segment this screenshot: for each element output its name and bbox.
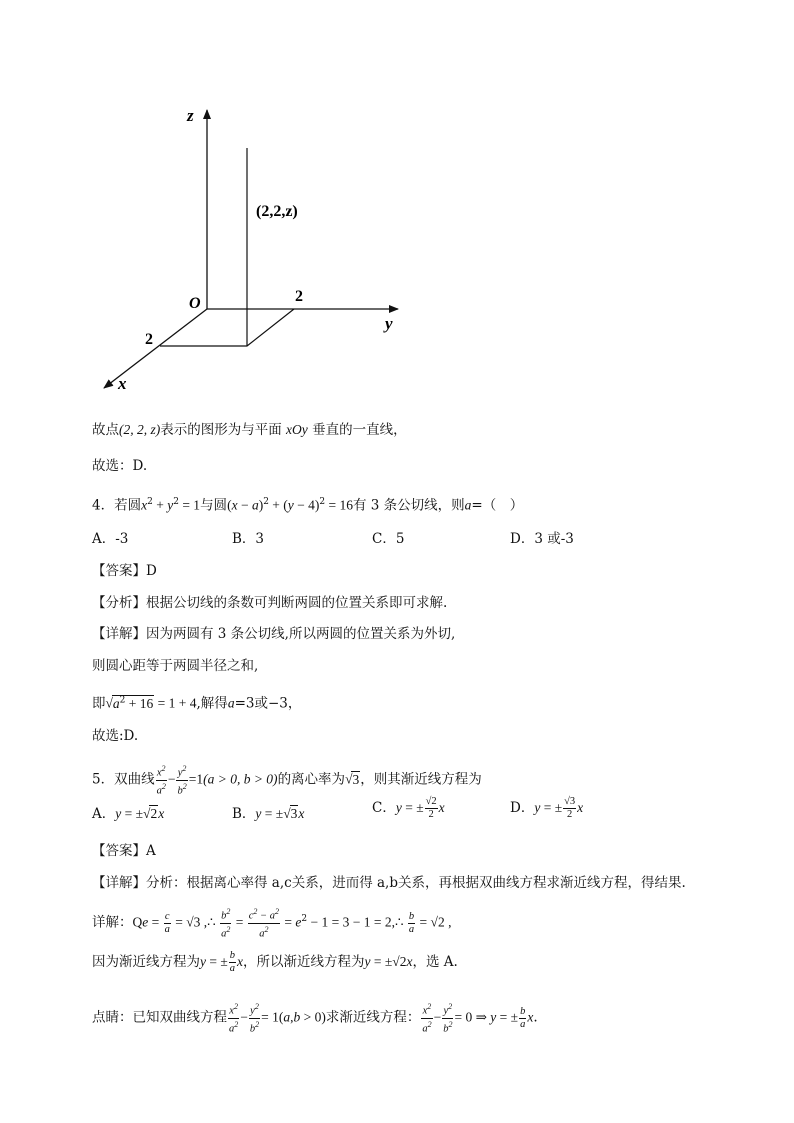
q4-detail-line3: 即$√a^2 + 16 = 1 + 4$,解得a=3或−3， — [92, 695, 302, 712]
q5-option-d[interactable]: D．y = ± $\frac{√3}{2}$ x — [510, 796, 584, 820]
z-label: z — [187, 106, 194, 125]
x-label: x — [118, 374, 127, 393]
q4-option-a[interactable]: A．-3 — [92, 531, 129, 547]
q4-analysis: 【分析】根据公切线的条数可判断两圆的位置关系即可求解. — [92, 595, 448, 611]
point-label: (2,2,z) — [256, 203, 298, 220]
y-label: y — [385, 314, 393, 333]
q4-answer: 【答案】D — [92, 563, 157, 579]
origin-label: O — [189, 295, 201, 312]
q5-answer: 【答案】A — [92, 843, 156, 859]
q5-option-a[interactable]: A．y = ±√2x — [92, 806, 165, 822]
q4-option-d[interactable]: D．3 或-3 — [510, 531, 574, 547]
q4-detail: 【详解】因为两圆有 3 条公切线,所以两圆的位置关系为外切, — [92, 626, 456, 642]
projection-square — [160, 309, 294, 346]
q4-select: 故选:D. — [92, 728, 139, 744]
q5-option-c[interactable]: C．y = ± $\frac{√2}{2}$ x — [372, 796, 445, 820]
conclusion-line: 故点(2, 2, z)表示的图形为与平面 xOy 垂直的一直线， — [92, 422, 407, 438]
y-tick-label: 2 — [295, 288, 303, 305]
q5-work: 详解：Qe = $\frac{c}{a}$ = √3 ,∴ $\frac{b^2}{a^2}$ = $\frac{c^2 - a^2}{a^2}$ = $e^2 - 1 = 3 - 1$ = 2,∴ $\frac{b}{a}$ = √2 , — [92, 907, 452, 939]
q5-options — [92, 796, 712, 826]
q5-stem: 5．双曲线 $\frac{x^2}{a^2}$ − $\frac{y^2}{b^2}$ =1(a > 0, b > 0)的离心率为√3，则其渐近线方程为 — [92, 764, 482, 796]
q4-options — [92, 529, 712, 549]
prev-select: 故选：D. — [92, 458, 148, 474]
q4-option-c[interactable]: C．5 — [372, 531, 405, 547]
q5-asymptote: 因为渐近线方程为y = ± $\frac{b}{a}$ x，所以渐近线方程为y = ±√2x，选 A. — [92, 950, 458, 974]
q5-option-b[interactable]: B．y = ±√3x — [232, 806, 305, 822]
x-tick-label: 2 — [145, 331, 153, 348]
q5-note: 点睛：已知双曲线方程 $\frac{x^2}{a^2}$ − $\frac{y^2}{b^2}$ = 1(a,b > 0)求渐近线方程： $\frac{x^2}{a^2}$ − $\frac{y^2}{b^2}$ = 0 ⇒ y = ± $\frac{b}{a}$ x. — [92, 1002, 538, 1034]
coordinate-figure — [0, 0, 794, 400]
q5-detail: 【详解】分析：根据离心率得 a,c关系，进而得 a,b关系，再根据双曲线方程求渐近线方程，得结果. — [92, 875, 686, 891]
q4-option-b[interactable]: B．3 — [232, 531, 265, 547]
q4-detail-line2: 则圆心距等于两圆半径之和, — [92, 658, 259, 674]
q4-stem: 4．若圆$x^2 + y^2 = 1$与圆$(x - a)^2 + (y - 4)^2 = 16$有 3 条公切线，则a=（ ） — [92, 497, 524, 514]
